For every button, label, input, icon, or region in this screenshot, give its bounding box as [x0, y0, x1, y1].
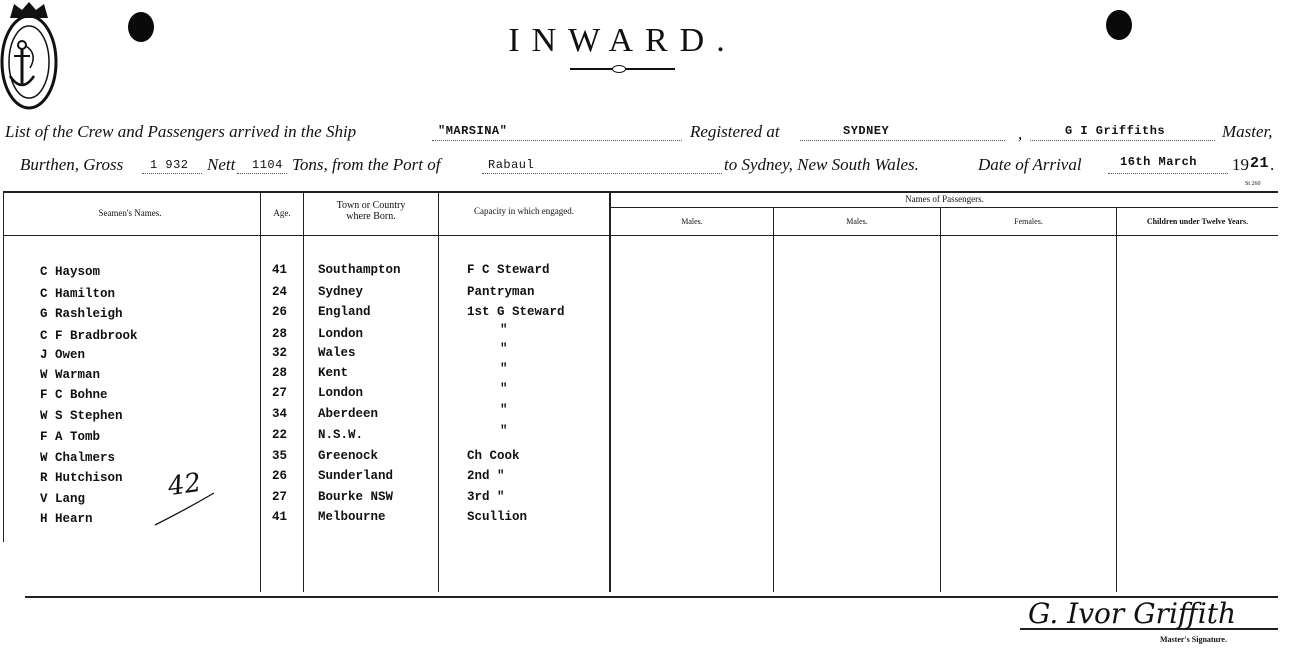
ship-dotline — [432, 140, 682, 141]
table-header-rule — [3, 235, 1278, 236]
crew-capacity: " — [500, 342, 508, 356]
date-of-arrival-label: Date of Arrival — [978, 155, 1082, 174]
crew-born: N.S.W. — [318, 428, 364, 442]
crew-born: Sunderland — [318, 469, 394, 483]
registered-port: SYDNEY — [843, 124, 890, 138]
header-males-1: Males. — [681, 217, 703, 226]
crew-born: Bourke NSW — [318, 490, 394, 504]
crew-born: Southampton — [318, 263, 401, 277]
masters-signature — [1020, 596, 1270, 630]
crew-born: Wales — [318, 346, 356, 360]
list-of-crew-label: List of the Crew and Passengers arrived in the Ship — [5, 122, 357, 141]
master-dotline — [1030, 140, 1215, 141]
crew-name: G Rashleigh — [40, 307, 123, 321]
master-name: G I Griffiths — [1065, 124, 1166, 138]
crew-name: C F Bradbrook — [40, 329, 138, 343]
crew-capacity: 3rd " — [467, 490, 505, 504]
crew-born: London — [318, 386, 364, 400]
crew-age: 35 — [272, 449, 288, 463]
crew-capacity: " — [500, 403, 508, 417]
col-divider-town — [303, 192, 304, 592]
nett-dotline — [237, 173, 287, 174]
col-divider-males2 — [773, 207, 774, 592]
title-flourish-knot — [612, 65, 626, 73]
registered-at-label: Registered at — [690, 122, 780, 141]
crew-age: 27 — [272, 386, 288, 400]
crew-capacity: 1st G Steward — [467, 305, 565, 319]
crew-born: Greenock — [318, 449, 379, 463]
header-children: Children under Twelve Years. — [1146, 217, 1249, 226]
header-females: Females. — [1014, 217, 1043, 226]
crew-name: H Hearn — [40, 512, 93, 526]
crew-name: V Lang — [40, 492, 86, 506]
arrival-date: 16th March — [1120, 155, 1198, 169]
nett-label: Nett — [207, 155, 236, 174]
crew-age: 28 — [272, 327, 288, 341]
crew-name: C Haysom — [40, 265, 101, 279]
registered-comma: , — [1018, 124, 1023, 143]
header-passengers: Names of Passengers. — [905, 194, 984, 204]
crew-age: 34 — [272, 407, 288, 421]
crew-age: 27 — [272, 490, 288, 504]
header-town-line2: where Born. — [346, 211, 396, 222]
crew-name: W Chalmers — [40, 451, 116, 465]
year-period: . — [1270, 155, 1275, 174]
master-label: Master, — [1222, 122, 1273, 141]
crew-age: 41 — [272, 510, 288, 524]
tons-from-port-label: Tons, from the Port of — [292, 155, 441, 174]
year-suffix: 21 — [1250, 155, 1270, 172]
gross-tonnage: 1 932 — [150, 158, 189, 172]
passengers-subheader-rule — [611, 207, 1278, 208]
col-divider-females — [940, 207, 941, 592]
header-age: Age. — [273, 208, 291, 218]
masters-signature-label: Master's Signature. — [1160, 635, 1227, 644]
destination-label: to Sydney, New South Wales. — [724, 155, 919, 174]
crew-capacity: Scullion — [467, 510, 528, 524]
page-title: INWARD. — [508, 22, 737, 59]
header-town-line1: Town or Country — [336, 200, 406, 211]
crew-age: 22 — [272, 428, 288, 442]
crew-name: C Hamilton — [40, 287, 116, 301]
crew-name: W Warman — [40, 368, 101, 382]
crew-capacity: " — [500, 362, 508, 376]
crew-born: England — [318, 305, 371, 319]
svg-text:G. Ivor Griffith: G. Ivor Griffith — [1028, 597, 1236, 630]
crew-capacity: F C Steward — [467, 263, 550, 277]
nett-tonnage: 1104 — [252, 158, 283, 172]
col-divider-age — [260, 192, 261, 592]
crew-age: 28 — [272, 366, 288, 380]
crew-name: F A Tomb — [40, 430, 101, 444]
form-number: St 260 — [1245, 181, 1261, 187]
header-capacity: Capacity in which engaged. — [474, 206, 574, 216]
annotation-stroke — [150, 490, 220, 530]
gross-dotline — [142, 173, 202, 174]
year-prefix: 19 — [1232, 155, 1249, 174]
crew-age: 32 — [272, 346, 288, 360]
crew-born: Aberdeen — [318, 407, 379, 421]
crew-age: 24 — [272, 285, 288, 299]
port-of-departure: Rabaul — [488, 158, 535, 172]
crew-name: R Hutchison — [40, 471, 123, 485]
crew-age: 41 — [272, 263, 288, 277]
crew-born: Sydney — [318, 285, 364, 299]
table-left-edge — [3, 192, 4, 542]
crew-name: W S Stephen — [40, 409, 123, 423]
crew-capacity: Pantryman — [467, 285, 535, 299]
crew-capacity: " — [500, 323, 508, 337]
handwritten-annotation: 42 — [166, 467, 204, 503]
crew-capacity: 2nd " — [467, 469, 505, 483]
crew-capacity: " — [500, 424, 508, 438]
col-divider-capacity — [438, 192, 439, 592]
crew-capacity: Ch Cook — [467, 449, 520, 463]
crew-age: 26 — [272, 469, 288, 483]
crew-born: Melbourne — [318, 510, 386, 524]
crew-born: Kent — [318, 366, 349, 380]
date-dotline — [1108, 173, 1228, 174]
crew-name: F C Bohne — [40, 388, 108, 402]
port-dotline — [482, 173, 722, 174]
crew-age: 26 — [272, 305, 288, 319]
registered-dotline — [800, 140, 1005, 141]
header-seamen-names: Seamen's Names. — [98, 208, 162, 218]
col-divider-children — [1116, 207, 1117, 592]
col-divider-passengers — [609, 192, 611, 592]
crew-born: London — [318, 327, 364, 341]
table-top-rule — [3, 191, 1278, 193]
header-males-2: Males. — [846, 217, 868, 226]
burthen-gross-label: Burthen, Gross — [20, 155, 124, 174]
ship-name: "MARSINA" — [438, 124, 508, 138]
crew-name: J Owen — [40, 348, 86, 362]
crew-capacity: " — [500, 382, 508, 396]
